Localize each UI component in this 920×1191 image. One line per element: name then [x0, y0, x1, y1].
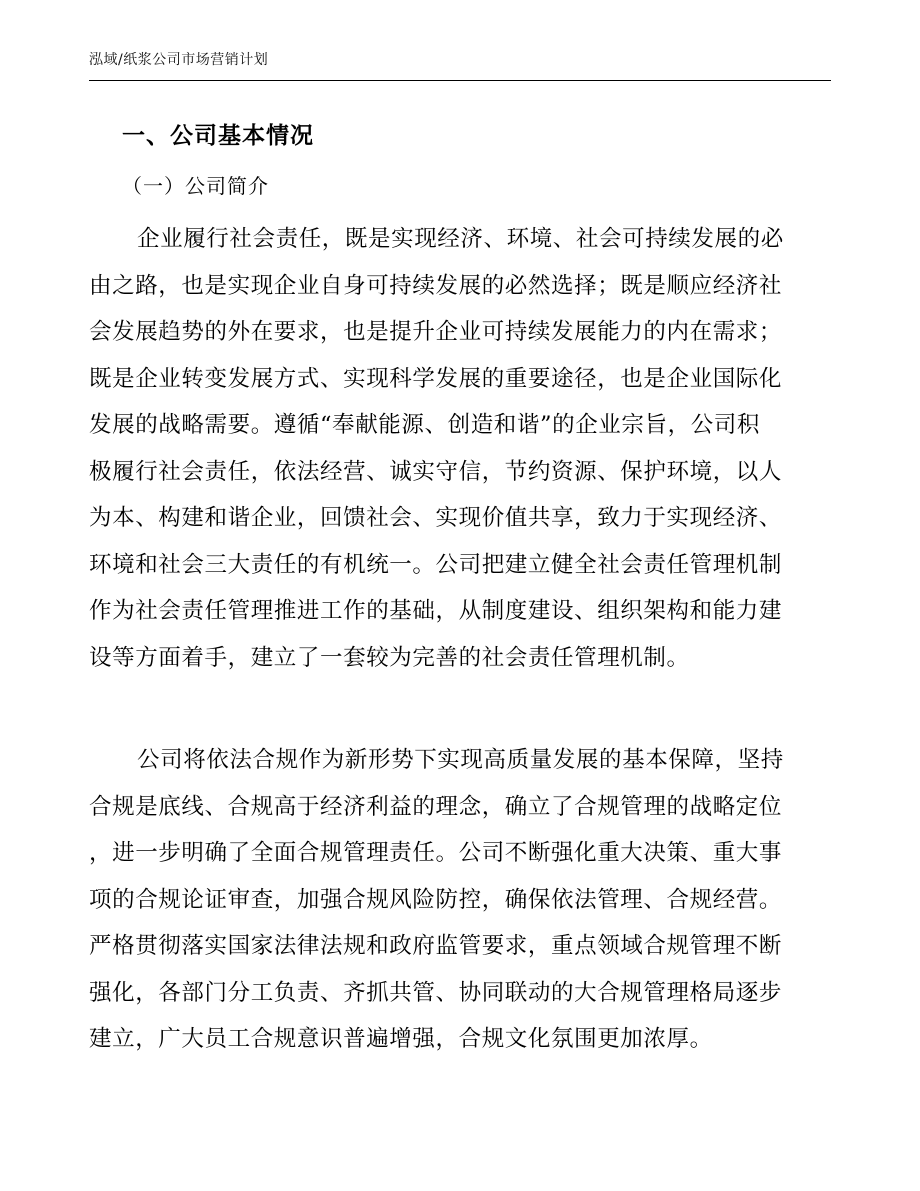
- paragraph-line: 设等方面着手，建立了一套较为完善的社会责任管理机制。: [89, 644, 690, 671]
- paragraph-line: 为本、构建和谐企业，回馈社会、实现价值共享，致力于实现经济、: [89, 505, 783, 531]
- paragraph-line: 建立，广大员工合规意识普遍增强，合规文化氛围更加浓厚。: [89, 1026, 713, 1052]
- paragraph-line: 合规是底线、合规高于经济利益的理念，确立了合规管理的战略定位: [89, 793, 783, 820]
- paragraph-line: 既是企业转变发展方式、实现科学发展的重要途径，也是企业国际化: [89, 365, 783, 392]
- subsection-heading: （一）公司简介: [122, 174, 269, 198]
- paragraph-line: ，进一步明确了全面合规管理责任。公司不断强化重大决策、重大事: [89, 840, 783, 866]
- paragraph-line: 严格贯彻落实国家法律法规和政府监管要求，重点领域合规管理不断: [89, 933, 783, 959]
- paragraph-line: 作为社会责任管理推进工作的基础，从制度建设、组织架构和能力建: [89, 598, 783, 624]
- document-header: 泓域/纸浆公司市场营销计划: [89, 52, 269, 68]
- section-heading: 一、公司基本情况: [122, 123, 314, 149]
- paragraph-line: 企业履行社会责任，既是实现经济、环境、社会可持续发展的必: [137, 226, 784, 252]
- header-divider: [89, 80, 831, 81]
- paragraph-line: 极履行社会责任，依法经营、诚实守信，节约资源、保护环境，以人: [89, 458, 783, 485]
- paragraph-line: 会发展趋势的外在要求，也是提升企业可持续发展能力的内在需求；: [89, 319, 783, 345]
- body-paragraph-2: [89, 737, 831, 1063]
- paragraph-line: 项的合规论证审查，加强合规风险防控，确保依法管理、合规经营。: [89, 886, 783, 913]
- paragraph-line: 发展的战略需要。遵循“奉献能源、创造和谐”的企业宗旨，公司积: [89, 412, 761, 438]
- body-paragraph-1: [89, 216, 831, 681]
- paragraph-line: 环境和社会三大责任的有机统一。公司把建立健全社会责任管理机制: [89, 551, 783, 578]
- paragraph-line: 公司将依法合规作为新形势下实现高质量发展的基本保障，坚持: [137, 747, 784, 773]
- paragraph-line: 由之路，也是实现企业自身可持续发展的必然选择；既是顺应经济社: [89, 272, 783, 299]
- paragraph-line: 强化，各部门分工负责、齐抓共管、协同联动的大合规管理格局逐步: [89, 979, 783, 1006]
